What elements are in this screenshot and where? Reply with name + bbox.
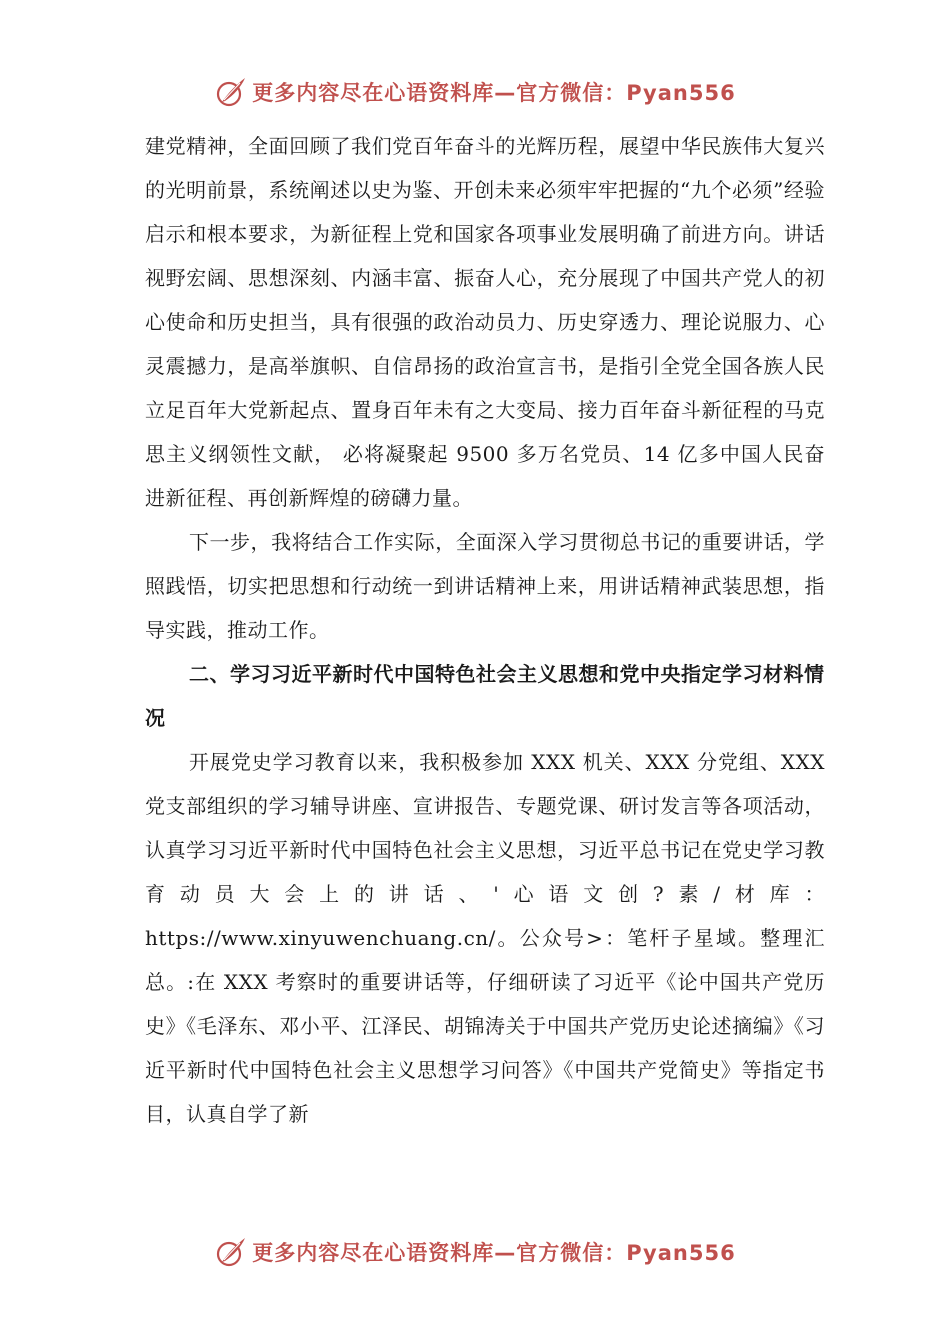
feather-pen-icon bbox=[214, 1235, 248, 1269]
header-banner bbox=[0, 72, 950, 112]
paragraph-2: 下一步，我将结合工作实际，全面深入学习贯彻总书记的重要讲话，学照践悟，切实把思想和行动统一到讲话精神上来，用讲话精神武装思想，指导实践，推动工作。 bbox=[145, 530, 825, 642]
feather-pen-icon bbox=[214, 75, 248, 109]
header-banner-text: 更多内容尽在心语资料库—官方微信：Pyan556 bbox=[252, 81, 736, 105]
footer-banner-text: 更多内容尽在心语资料库—官方微信：Pyan556 bbox=[252, 1241, 736, 1265]
section-heading-2: 二、学习习近平新时代中国特色社会主义思想和党中央指定学习材料情况 bbox=[145, 662, 825, 730]
paragraph-1: 建党精神，全面回顾了我们党百年奋斗的光辉历程，展望中华民族伟大复兴的光明前景，系统阐述以史为鉴、开创未来必须牢牢把握的“九个必须”经验启示和根本要求，为新征程上党和国家各项事业发展明确了前进方向。讲话视野宏阔、思想深刻、内涵丰富、振奋人心，充分展现了中国共产党人的初心使命和历史担当，具有很强的政治动员力、历史穿透力、理论说服力、心灵震撼力，是高举旗帜、自信昂扬的政治宣言书，是指引全党全国各族人民立足百年大党新起点、置身百年未有之大变局、接力百年奋斗新征程的马克思主义纲领性文献， 必将凝聚起 9500 多万名党员、14 亿多中国人民奋进新征程、再创新辉煌的磅礴力量。 bbox=[145, 134, 825, 510]
footer-banner bbox=[0, 1232, 950, 1272]
document-body bbox=[145, 124, 825, 1136]
paragraph-3: 开展党史学习教育以来，我积极参加 XXX 机关、XXX 分党组、XXX 党支部组织的学习辅导讲座、宣讲报告、专题党课、研讨发言等各项活动，认真学习习近平新时代中国特色社会主义思想，习近平总书记在党史学习教育动员大会上的讲话、'心语文创?素/材库：https://www.xinyuwenchuang.cn/。公众号>：笔杆子星域。整理汇总。:在 XXX 考察时的重要讲话等，仔细研读了习近平《论中国共产党历史》《毛泽东、邓小平、江泽民、胡锦涛关于中国共产党历史论述摘编》《习近平新时代中国特色社会主义思想学习问答》《中国共产党简史》等指定书目，认真自学了新 bbox=[145, 750, 825, 1126]
